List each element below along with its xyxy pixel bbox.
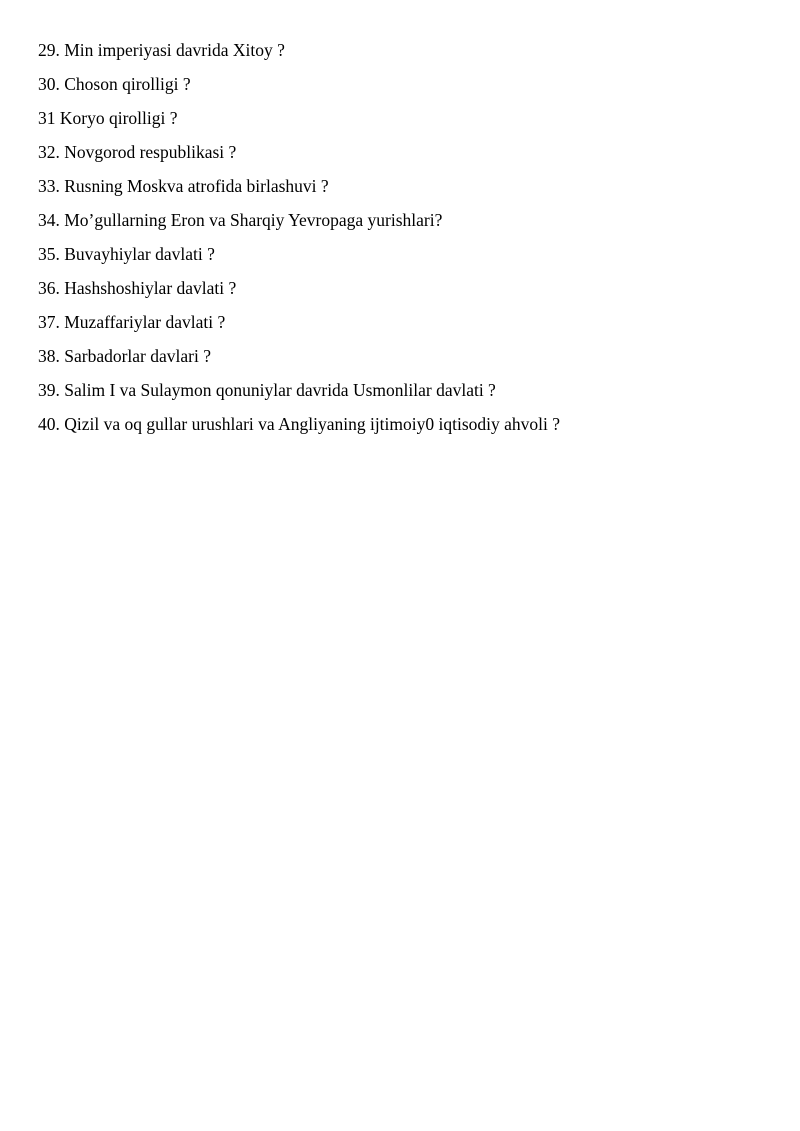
question-list [38, 38, 560, 446]
question-item-34: 34. Mo’gullarning Eron va Sharqiy Yevropaga yurishlari? [38, 210, 443, 230]
question-item-36: 36. Hashshoshiylar davlati ? [38, 278, 237, 298]
question-item-29: 29. Min imperiyasi davrida Xitoy ? [38, 40, 285, 60]
question-item-39: 39. Salim I va Sulaymon qonuniylar davrida Usmonlilar davlati ? [38, 380, 496, 400]
question-item-32: 32. Novgorod respublikasi ? [38, 142, 237, 162]
question-item-40: 40. Qizil va oq gullar urushlari va Angliyaning ijtimoiy0 iqtisodiy ahvoli ? [38, 414, 561, 434]
question-item-30: 30. Choson qirolligi ? [38, 74, 191, 94]
question-item-37: 37. Muzaffariylar davlati ? [38, 312, 226, 332]
question-item-38: 38. Sarbadorlar davlari ? [38, 346, 211, 366]
question-item-33: 33. Rusning Moskva atrofida birlashuvi ? [38, 176, 329, 196]
question-item-31: 31 Koryo qirolligi ? [38, 108, 178, 128]
question-item-35: 35. Buvayhiylar davlati ? [38, 244, 215, 264]
